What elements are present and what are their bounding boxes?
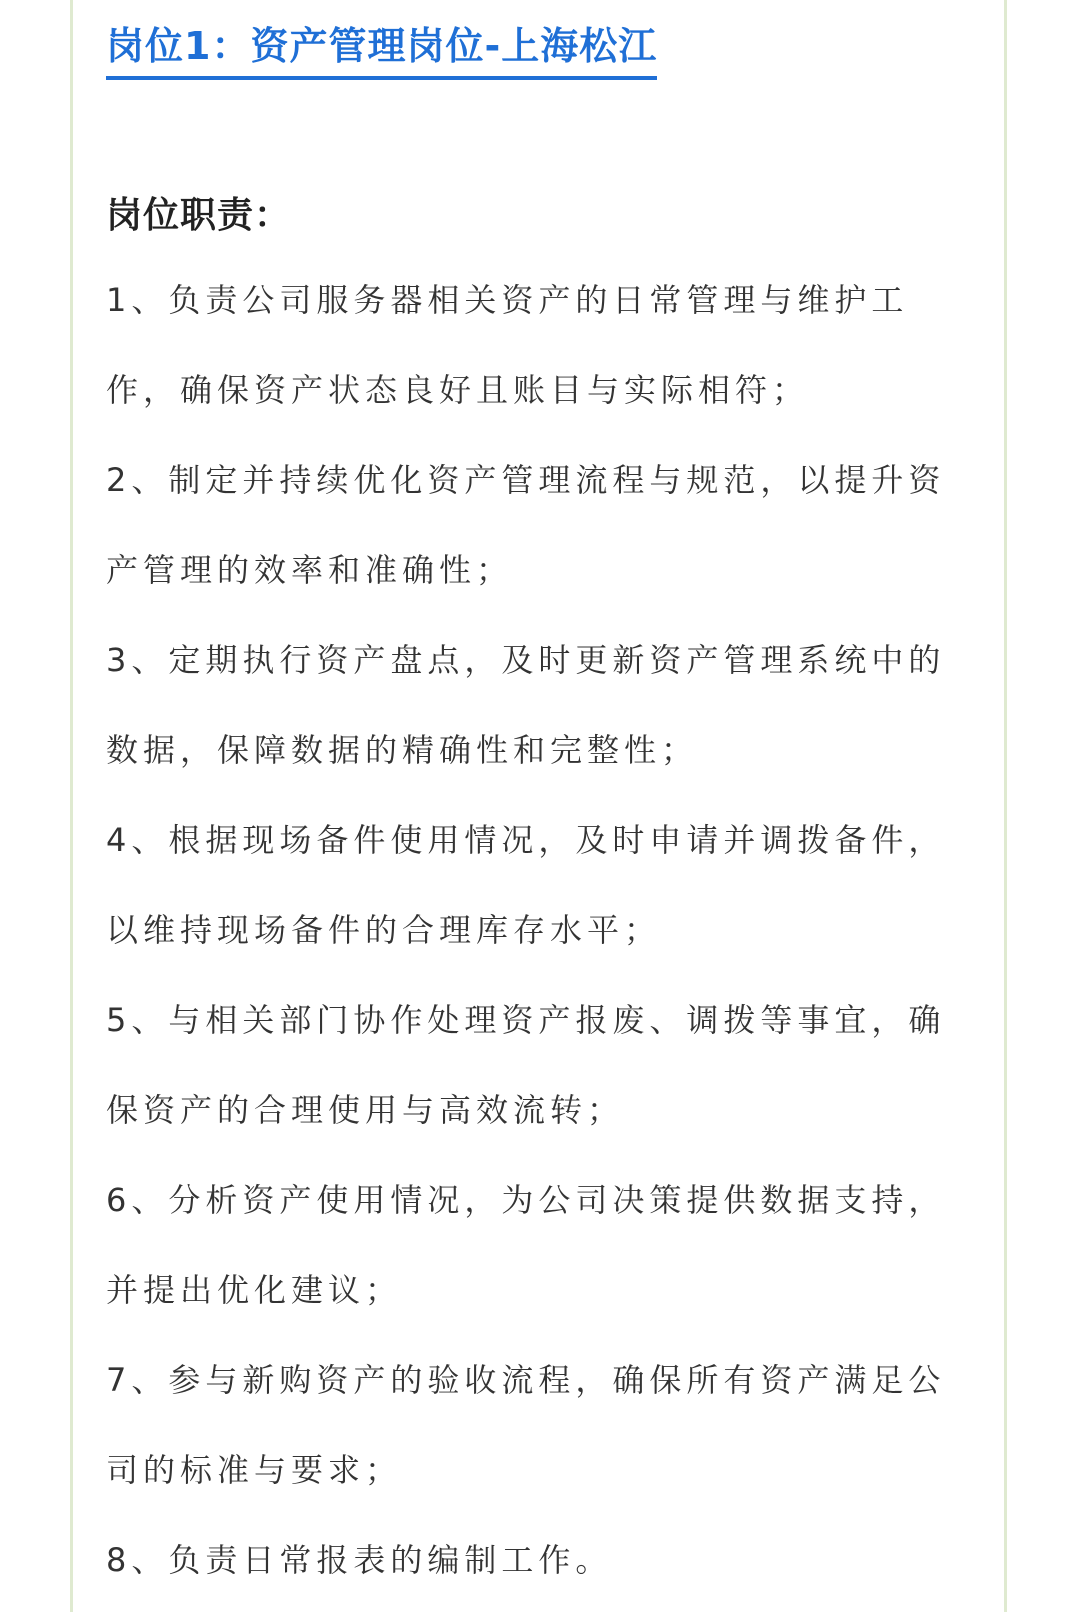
- job-title-link[interactable]: 岗位1：资产管理岗位-上海松江: [106, 18, 657, 80]
- duty-line: 5、与相关部门协作处理资产报废、调拨等事宜，确: [106, 1001, 946, 1039]
- duty-line: 8、负责日常报表的编制工作。: [106, 1541, 613, 1579]
- duty-line: 7、参与新购资产的验收流程，确保所有资产满足公: [106, 1361, 946, 1399]
- duty-line: 6、分析资产使用情况，为公司决策提供数据支持，: [106, 1181, 946, 1219]
- section-title: 岗位职责：: [106, 195, 292, 236]
- duty-line: 作，确保资产状态良好且账目与实际相符；: [106, 371, 810, 409]
- duty-line: 2、制定并持续优化资产管理流程与规范，以提升资: [106, 461, 946, 499]
- duty-line: 4、根据现场备件使用情况，及时申请并调拨备件，: [106, 821, 946, 859]
- duty-line: 1、负责公司服务器相关资产的日常管理与维护工: [106, 281, 909, 319]
- left-border: [70, 0, 73, 1612]
- duty-line: 并提出优化建议；: [106, 1271, 403, 1309]
- duty-line: 以维持现场备件的合理库存水平；: [106, 911, 662, 949]
- duty-line: 3、定期执行资产盘点，及时更新资产管理系统中的: [106, 641, 946, 679]
- duty-line: 司的标准与要求；: [106, 1451, 403, 1489]
- right-border: [1004, 0, 1007, 1612]
- duty-line: 保资产的合理使用与高效流转；: [106, 1091, 625, 1129]
- duty-list: [106, 272, 986, 1612]
- duty-line: 数据，保障数据的精确性和完整性；: [106, 731, 699, 769]
- duty-line: 产管理的效率和准确性；: [106, 551, 514, 589]
